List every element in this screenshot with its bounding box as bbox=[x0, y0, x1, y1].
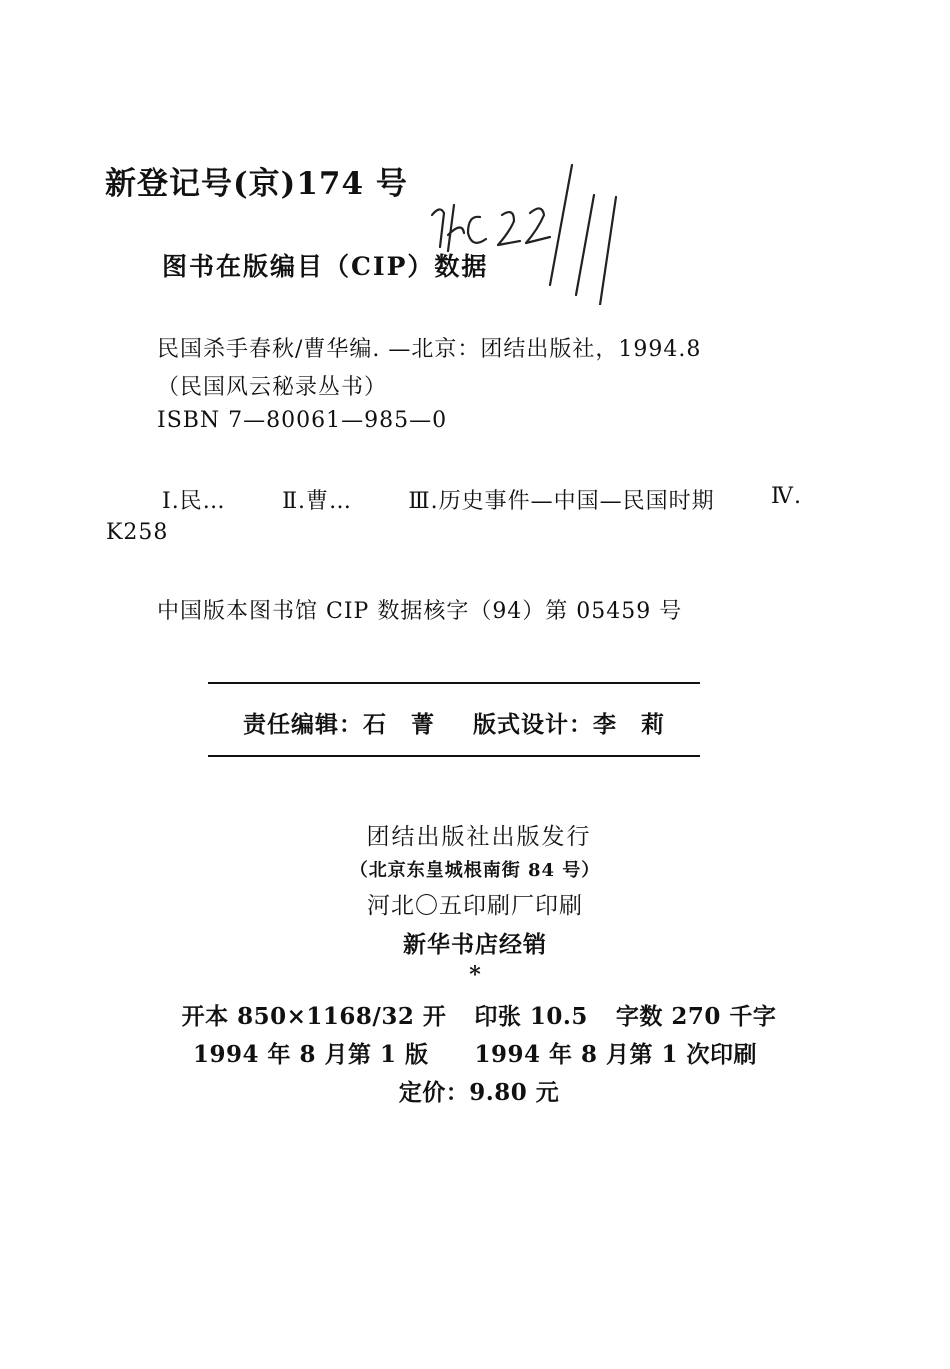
separator-star: * bbox=[469, 962, 481, 988]
publisher: 团结出版社出版发行 bbox=[366, 824, 592, 850]
printer: 河北〇五印刷厂印刷 bbox=[367, 893, 583, 919]
cip-series-line: （民国风云秘录丛书） bbox=[157, 375, 388, 400]
responsible-editor: 责任编辑：石 菁 bbox=[243, 711, 435, 738]
printing: 1994 年 8 月第 1 次印刷 bbox=[474, 1041, 758, 1068]
bottom-divider bbox=[208, 755, 700, 757]
cip-heading: 图书在版编目（CIP）数据 bbox=[162, 252, 489, 281]
sheets: 印张 10.5 bbox=[474, 1003, 588, 1030]
price: 定价：9.80 元 bbox=[398, 1079, 560, 1106]
format: 开本 850×1168/32 开 bbox=[181, 1003, 447, 1030]
subject-1: Ⅰ.民… bbox=[162, 489, 226, 514]
edition-line bbox=[0, 1036, 950, 1069]
cip-subject-line bbox=[162, 484, 802, 515]
subject-3: Ⅲ.历史事件—中国—民国时期 bbox=[408, 489, 715, 514]
cip-verification: 中国版本图书馆 CIP 数据核字（94）第 05459 号 bbox=[157, 599, 683, 624]
registration-number: 新登记号(京)174 号 bbox=[105, 166, 408, 202]
editor-credits bbox=[208, 706, 700, 739]
cip-isbn-line: ISBN 7—80061—985—0 bbox=[157, 408, 448, 433]
cip-classification: K258 bbox=[106, 520, 169, 545]
word-count: 字数 270 千字 bbox=[615, 1003, 777, 1030]
publisher-address: （北京东皇城根南街 84 号） bbox=[349, 860, 601, 881]
layout-designer: 版式设计：李 莉 bbox=[473, 711, 665, 738]
edition: 1994 年 8 月第 1 版 bbox=[192, 1041, 429, 1068]
distributor: 新华书店经销 bbox=[403, 931, 547, 958]
subject-4: Ⅳ. bbox=[770, 484, 802, 509]
format-line bbox=[0, 998, 950, 1031]
top-divider bbox=[208, 682, 700, 684]
cip-title-line: 民国杀手春秋/曹华编. —北京：团结出版社，1994.8 bbox=[157, 337, 702, 362]
subject-2: Ⅱ.曹… bbox=[282, 489, 353, 514]
